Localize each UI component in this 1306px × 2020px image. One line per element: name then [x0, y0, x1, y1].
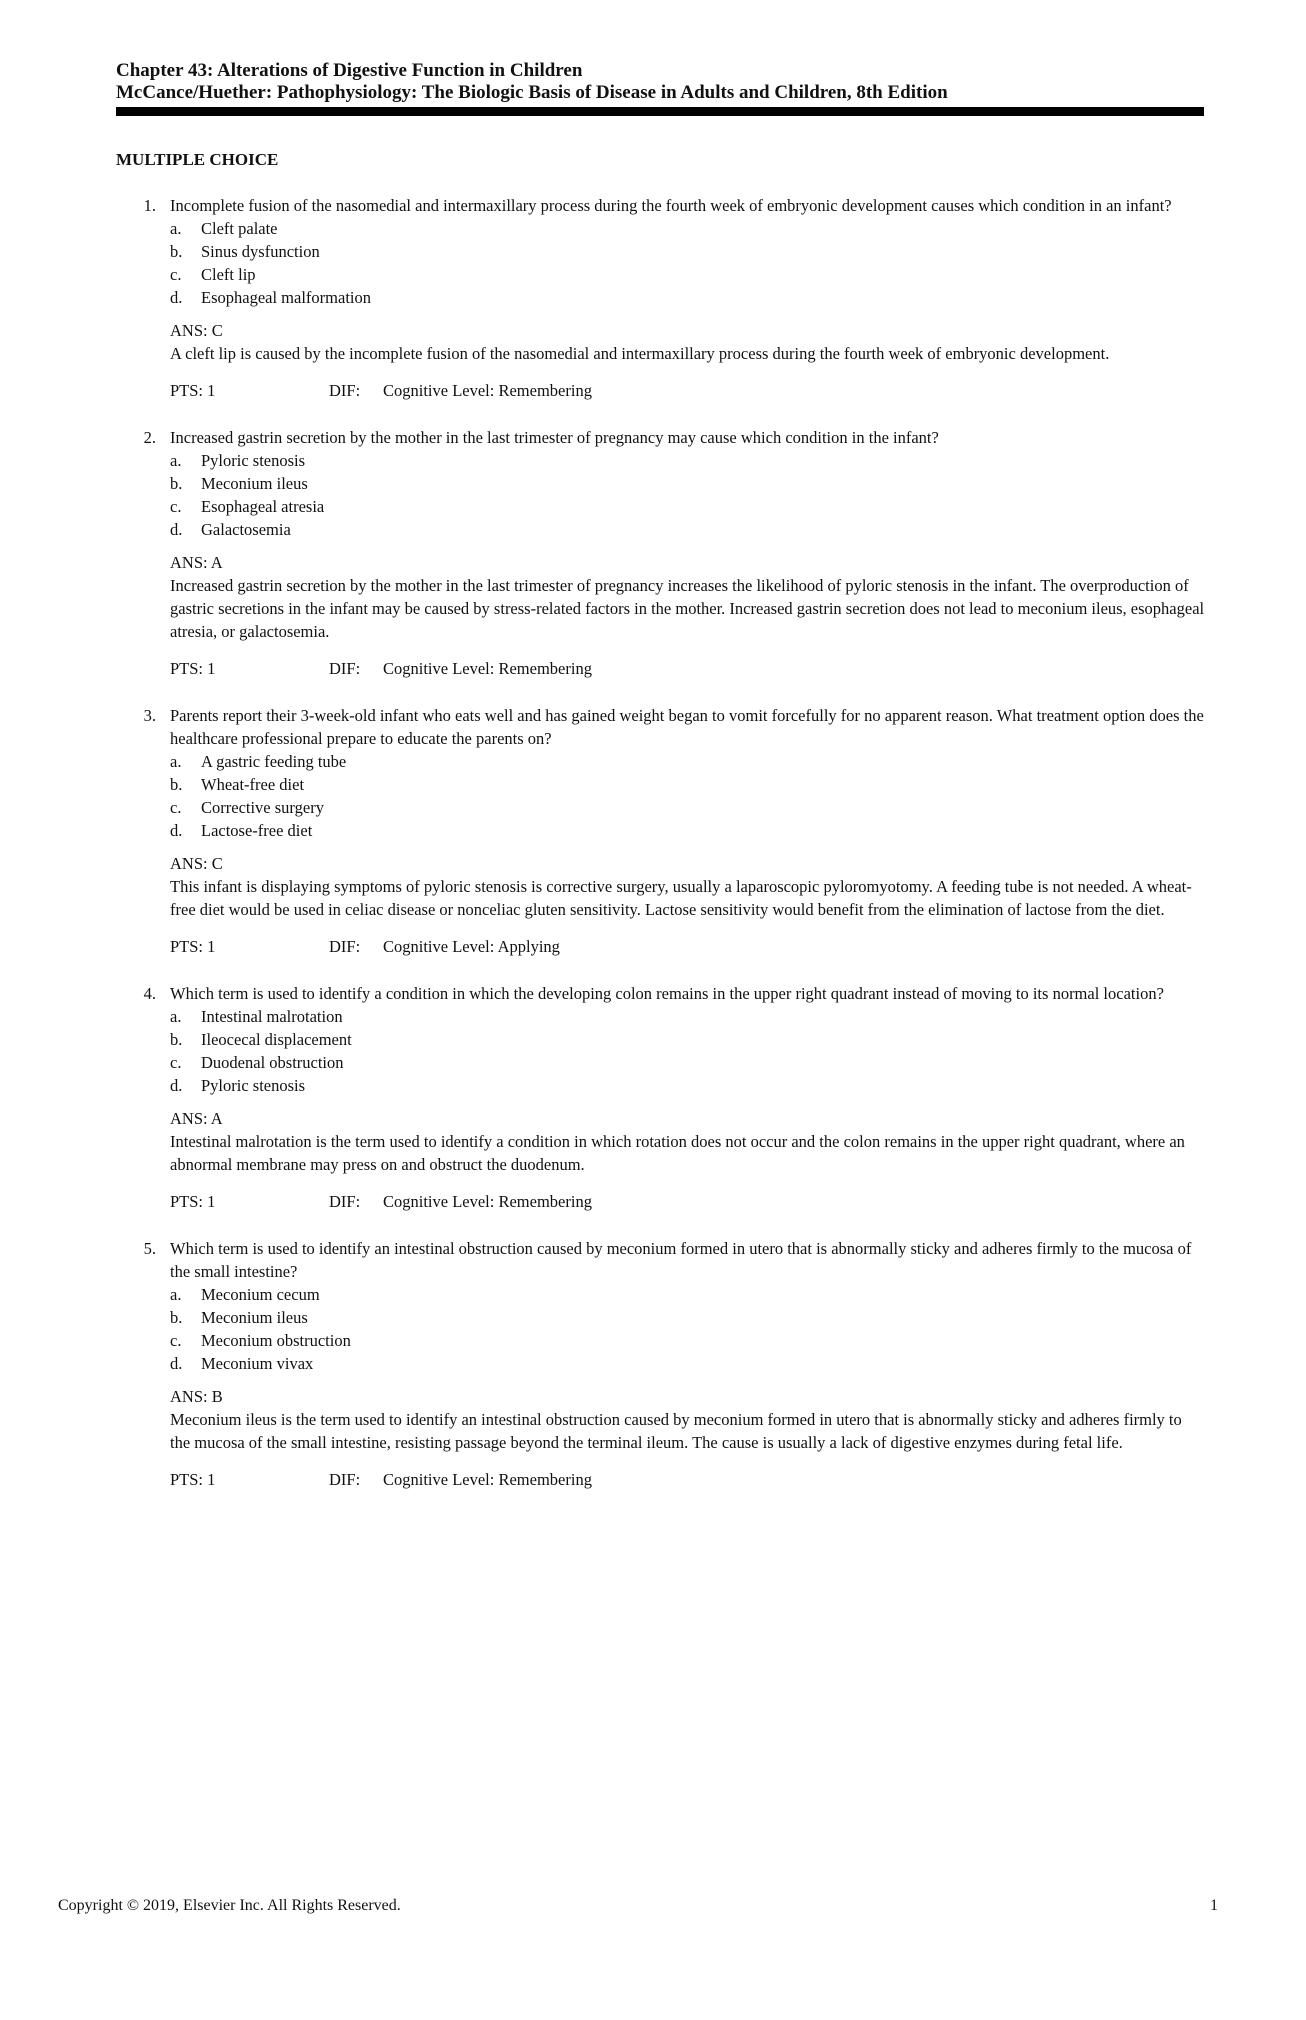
question-meta: [170, 1190, 1206, 1213]
question-stem: Which term is used to identify a condition in which the developing colon remains in the upper right quadrant instead of moving to its normal location?: [170, 984, 1164, 1003]
answer-options: [170, 1005, 1206, 1097]
copyright-notice: Copyright © 2019, Elsevier Inc. All Rights Reserved.: [58, 1897, 401, 1914]
header-rule: [116, 107, 1204, 116]
option-letter: d.: [170, 1076, 183, 1095]
question-stem: Increased gastrin secretion by the mother in the last trimester of pregnancy may cause which condition in the infant?: [170, 428, 939, 447]
option-letter: c.: [170, 1331, 182, 1350]
question-meta: [170, 657, 1206, 680]
option-text: Meconium vivax: [201, 1354, 314, 1373]
answer-option: [170, 796, 1206, 819]
difficulty-label: DIF:: [329, 659, 361, 678]
option-text: Esophageal atresia: [201, 497, 325, 516]
book-title: McCance/Huether: Pathophysiology: The Biologic Basis of Disease in Adults and Children, 8th Edition: [116, 82, 948, 103]
question-stem-row: [116, 426, 1206, 449]
question-number: 5.: [143, 1239, 156, 1258]
points: PTS: 1: [170, 1470, 216, 1489]
question-meta: [170, 935, 1206, 958]
answer-options: [170, 449, 1206, 541]
answer-block: [170, 852, 1206, 921]
difficulty-value: Cognitive Level: Applying: [383, 937, 560, 956]
option-text: Intestinal malrotation: [201, 1007, 343, 1026]
option-letter: d.: [170, 1354, 183, 1373]
answer-block: [170, 551, 1206, 643]
answer-option: [170, 750, 1206, 773]
option-letter: a.: [170, 752, 182, 771]
answer-option: [170, 518, 1206, 541]
question-item: [116, 426, 1206, 680]
question-stem-row: [116, 194, 1206, 217]
option-letter: d.: [170, 288, 183, 307]
question-item: [116, 194, 1206, 402]
option-letter: d.: [170, 821, 183, 840]
answer-option: [170, 1074, 1206, 1097]
section-title: MULTIPLE CHOICE: [116, 150, 279, 169]
question-meta: [170, 1468, 1206, 1491]
answer-key: ANS: A: [170, 553, 223, 572]
answer-option: [170, 240, 1206, 263]
option-text: Sinus dysfunction: [201, 242, 320, 261]
answer-options: [170, 1283, 1206, 1375]
option-letter: a.: [170, 1285, 182, 1304]
answer-option: [170, 1329, 1206, 1352]
question-stem: Parents report their 3-week-old infant who eats well and has gained weight began to vomit forcefully for no apparent reason. What treatment option does the healthcare professional prepare to educate the parents on?: [170, 706, 1204, 748]
option-letter: a.: [170, 451, 182, 470]
option-text: Cleft palate: [201, 219, 278, 238]
option-letter: c.: [170, 1053, 182, 1072]
option-letter: d.: [170, 520, 183, 539]
option-text: Cleft lip: [201, 265, 256, 284]
question-stem: Which term is used to identify an intestinal obstruction caused by meconium formed in utero that is abnormally sticky and adheres firmly to the mucosa of the small intestine?: [170, 1239, 1192, 1281]
difficulty-value: Cognitive Level: Remembering: [383, 1192, 592, 1211]
answer-rationale: This infant is displaying symptoms of pyloric stenosis is corrective surgery, usually a laparoscopic pyloromyotomy. A feeding tube is not needed. A wheat-free diet would be used in celiac disease or nonceliac gluten sensitivity. Lactose sensitivity would benefit from the elimination of lactose from the diet.: [170, 877, 1192, 919]
answer-option: [170, 819, 1206, 842]
answer-rationale: A cleft lip is caused by the incomplete fusion of the nasomedial and intermaxillary process during the fourth week of embryonic development.: [170, 344, 1110, 363]
option-text: Corrective surgery: [201, 798, 324, 817]
difficulty-label: DIF:: [329, 381, 361, 400]
answer-option: [170, 286, 1206, 309]
answer-key: ANS: C: [170, 321, 223, 340]
option-text: Meconium ileus: [201, 1308, 308, 1327]
question-number: 4.: [143, 984, 156, 1003]
answer-option: [170, 1283, 1206, 1306]
option-letter: b.: [170, 474, 183, 493]
answer-option: [170, 1051, 1206, 1074]
option-letter: c.: [170, 265, 182, 284]
option-letter: b.: [170, 775, 183, 794]
answer-option: [170, 217, 1206, 240]
question-stem-row: [116, 982, 1206, 1005]
answer-block: [170, 1107, 1206, 1176]
answer-key: ANS: B: [170, 1387, 223, 1406]
difficulty-value: Cognitive Level: Remembering: [383, 1470, 592, 1489]
points: PTS: 1: [170, 937, 216, 956]
answer-option: [170, 263, 1206, 286]
answer-option: [170, 1028, 1206, 1051]
answer-options: [170, 217, 1206, 309]
answer-option: [170, 472, 1206, 495]
answer-option: [170, 1306, 1206, 1329]
answer-rationale: Intestinal malrotation is the term used to identify a condition in which rotation does not occur and the colon remains in the upper right quadrant, where an abnormal membrane may press on and obstruct the duodenum.: [170, 1132, 1185, 1174]
difficulty-label: DIF:: [329, 1192, 361, 1211]
chapter-title: Chapter 43: Alterations of Digestive Function in Children: [116, 60, 583, 81]
difficulty-label: DIF:: [329, 937, 361, 956]
answer-option: [170, 495, 1206, 518]
question-item: [116, 982, 1206, 1213]
option-letter: b.: [170, 242, 183, 261]
page-number: 1: [1210, 1897, 1218, 1914]
option-text: Galactosemia: [201, 520, 291, 539]
answer-key: ANS: A: [170, 1109, 223, 1128]
option-text: Ileocecal displacement: [201, 1030, 352, 1049]
question-number: 2.: [143, 428, 156, 447]
answer-option: [170, 1005, 1206, 1028]
option-text: Pyloric stenosis: [201, 451, 306, 470]
answer-block: [170, 319, 1206, 365]
answer-rationale: Increased gastrin secretion by the mother in the last trimester of pregnancy increases the likelihood of pyloric stenosis in the infant. The overproduction of gastric secretions in the infant may be caused by stress-related factors in the mother. Increased gastrin secretion does not lead to meconium ileus, esophageal atresia, or galactosemia.: [170, 576, 1205, 641]
points: PTS: 1: [170, 381, 216, 400]
question-stem-row: [116, 1237, 1206, 1283]
option-text: Esophageal malformation: [201, 288, 371, 307]
option-text: Meconium ileus: [201, 474, 308, 493]
points: PTS: 1: [170, 1192, 216, 1211]
answer-block: [170, 1385, 1206, 1454]
question-stem: Incomplete fusion of the nasomedial and intermaxillary process during the fourth week of embryonic development causes which condition in an infant?: [170, 196, 1172, 215]
answer-options: [170, 750, 1206, 842]
option-letter: a.: [170, 219, 182, 238]
option-text: Meconium obstruction: [201, 1331, 351, 1350]
option-letter: c.: [170, 497, 182, 516]
answer-rationale: Meconium ileus is the term used to identify an intestinal obstruction caused by meconium formed in utero that is abnormally sticky and adheres firmly to the mucosa of the small intestine, resisting passage beyond the terminal ileum. The cause is usually a lack of digestive enzymes during fetal life.: [170, 1410, 1182, 1452]
difficulty-value: Cognitive Level: Remembering: [383, 659, 592, 678]
difficulty-label: DIF:: [329, 1470, 361, 1489]
option-text: Pyloric stenosis: [201, 1076, 306, 1095]
option-text: Duodenal obstruction: [201, 1053, 344, 1072]
option-text: A gastric feeding tube: [201, 752, 347, 771]
page-header: [116, 60, 1204, 116]
points: PTS: 1: [170, 659, 216, 678]
difficulty-value: Cognitive Level: Remembering: [383, 381, 592, 400]
question-number: 3.: [143, 706, 156, 725]
option-text: Lactose-free diet: [201, 821, 313, 840]
answer-option: [170, 773, 1206, 796]
question-item: [116, 1237, 1206, 1491]
option-letter: b.: [170, 1030, 183, 1049]
question-stem-row: [116, 704, 1206, 750]
option-text: Meconium cecum: [201, 1285, 320, 1304]
question-list: [116, 194, 1206, 1515]
option-letter: a.: [170, 1007, 182, 1026]
question-number: 1.: [143, 196, 156, 215]
option-letter: c.: [170, 798, 182, 817]
option-letter: b.: [170, 1308, 183, 1327]
answer-option: [170, 1352, 1206, 1375]
question-item: [116, 704, 1206, 958]
question-meta: [170, 379, 1206, 402]
answer-key: ANS: C: [170, 854, 223, 873]
option-text: Wheat-free diet: [201, 775, 305, 794]
answer-option: [170, 449, 1206, 472]
